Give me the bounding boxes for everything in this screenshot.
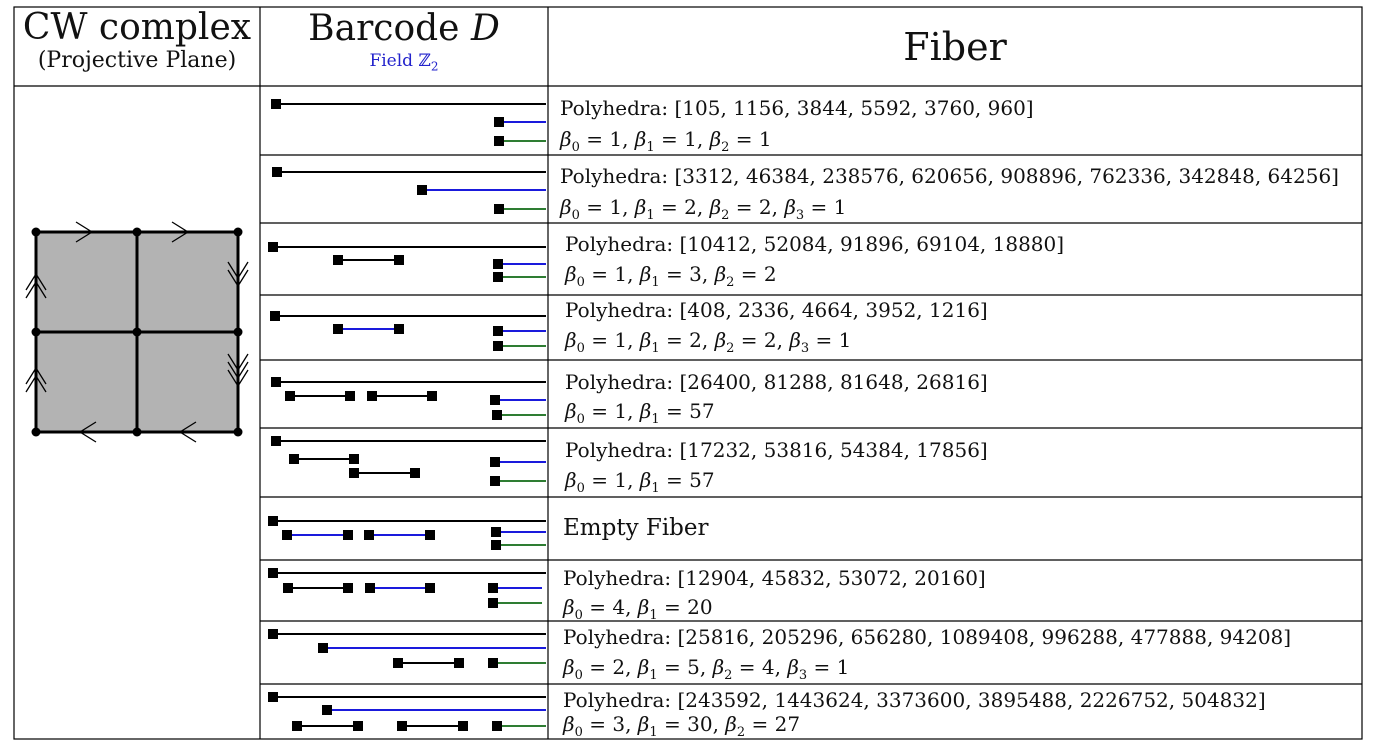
barcode-bar-start bbox=[272, 167, 282, 177]
betti-number: $\beta_2 = 4$ bbox=[712, 655, 775, 683]
header-barcode-title: Barcode bbox=[308, 8, 460, 49]
header-fiber bbox=[548, 24, 1362, 70]
barcode-bar-start bbox=[494, 136, 504, 146]
betti-number: $\beta_1 = 2$ bbox=[639, 328, 702, 356]
barcode-bar-start bbox=[270, 311, 280, 321]
betti-number: $\beta_1 = 57$ bbox=[639, 399, 715, 427]
barcode-bar-start bbox=[492, 721, 502, 731]
fiber-polyhedra: Polyhedra: [25816, 205296, 656280, 1089408, 996288, 477888, 94208] bbox=[563, 625, 1292, 649]
barcode-bar-start bbox=[493, 326, 503, 336]
barcode-bar-start bbox=[268, 692, 278, 702]
barcode-bar-start bbox=[268, 242, 278, 252]
barcode-bar-start bbox=[494, 204, 504, 214]
cw-vertex bbox=[133, 428, 142, 437]
betti-number: $\beta_3 = 1$ bbox=[789, 328, 852, 356]
fiber-betti-numbers: $\beta_0 = 4$, $\beta_1 = 20$ bbox=[563, 595, 713, 623]
barcode-bar-start bbox=[283, 583, 293, 593]
barcode-bar-end bbox=[410, 468, 420, 478]
betti-number: $\beta_1 = 5$ bbox=[637, 655, 700, 683]
header-field-subscript: 2 bbox=[430, 59, 439, 74]
barcode-bar-start bbox=[268, 568, 278, 578]
barcode-bar-start bbox=[333, 324, 343, 334]
barcode-bar-start bbox=[271, 436, 281, 446]
barcode-bar-end bbox=[394, 324, 404, 334]
cw-vertex bbox=[234, 228, 243, 237]
cw-vertex bbox=[32, 328, 41, 337]
header-cw-title: CW complex bbox=[22, 7, 252, 48]
betti-number: $\beta_2 = 1$ bbox=[709, 127, 772, 155]
betti-number: $\beta_1 = 20$ bbox=[637, 595, 713, 623]
betti-number: $\beta_0 = 1$ bbox=[565, 262, 628, 290]
barcode-bar-start bbox=[494, 117, 504, 127]
betti-number: $\beta_1 = 2$ bbox=[634, 195, 697, 223]
barcode-bar-start bbox=[491, 527, 501, 537]
barcode-bar-start bbox=[367, 391, 377, 401]
barcode-bar-start bbox=[490, 476, 500, 486]
barcode-bar-end bbox=[427, 391, 437, 401]
betti-number: $\beta_3 = 1$ bbox=[784, 195, 847, 223]
betti-number: $\beta_1 = 3$ bbox=[639, 262, 702, 290]
barcode-column bbox=[268, 99, 546, 731]
barcode-bar-end bbox=[425, 530, 435, 540]
fiber-betti-numbers: $\beta_0 = 3$, $\beta_1 = 30$, $\beta_2 = 27$ bbox=[563, 712, 801, 740]
betti-number: $\beta_1 = 57$ bbox=[639, 468, 715, 496]
barcode-bar-start bbox=[322, 705, 332, 715]
barcode-bar-start bbox=[349, 468, 359, 478]
cw-vertex bbox=[32, 428, 41, 437]
cw-vertex bbox=[234, 328, 243, 337]
header-barcode-variable: D bbox=[470, 8, 500, 49]
betti-number: $\beta_0 = 1$ bbox=[560, 195, 623, 223]
fiber-polyhedra: Polyhedra: [10412, 52084, 91896, 69104, 18880] bbox=[565, 232, 1065, 256]
barcode-bar-start bbox=[488, 583, 498, 593]
fiber-betti-numbers: $\beta_0 = 1$, $\beta_1 = 3$, $\beta_2 = 2$ bbox=[565, 262, 777, 290]
betti-number: $\beta_0 = 1$ bbox=[565, 468, 628, 496]
betti-number: $\beta_2 = 2$ bbox=[714, 262, 777, 290]
fiber-betti-numbers: $\beta_0 = 1$, $\beta_1 = 1$, $\beta_2 = 1$ bbox=[560, 127, 772, 155]
barcode-bar-end bbox=[425, 583, 435, 593]
betti-number: $\beta_0 = 1$ bbox=[565, 328, 628, 356]
barcode-bar-end bbox=[343, 530, 353, 540]
barcode-bar-end bbox=[349, 454, 359, 464]
barcode-bar-start bbox=[292, 721, 302, 731]
header-cw-subtitle: (Projective Plane) bbox=[37, 48, 237, 73]
barcode-row bbox=[271, 377, 546, 420]
barcode-bar-start bbox=[282, 530, 292, 540]
barcode-bar-start bbox=[490, 457, 500, 467]
fiber-empty-label: Empty Fiber bbox=[563, 515, 709, 541]
cw-complex-diagram bbox=[26, 222, 248, 442]
barcode-row bbox=[271, 99, 546, 146]
fiber-polyhedra: Polyhedra: [3312, 46384, 238576, 620656, 908896, 762336, 342848, 64256] bbox=[560, 164, 1339, 188]
barcode-bar-start bbox=[365, 583, 375, 593]
betti-number: $\beta_1 = 1$ bbox=[634, 127, 697, 155]
barcode-row bbox=[268, 692, 546, 731]
cw-vertex bbox=[133, 228, 142, 237]
barcode-bar-start bbox=[490, 395, 500, 405]
fiber-polyhedra: Polyhedra: [408, 2336, 4664, 3952, 1216] bbox=[565, 298, 988, 322]
barcode-bar-end bbox=[454, 658, 464, 668]
cw-vertex bbox=[133, 328, 142, 337]
barcode-row bbox=[270, 311, 546, 351]
barcode-bar-start bbox=[488, 598, 498, 608]
barcode-row bbox=[271, 436, 546, 486]
barcode-row bbox=[268, 242, 546, 282]
fiber-polyhedra: Polyhedra: [26400, 81288, 81648, 26816] bbox=[565, 370, 988, 394]
header-fiber-title: Fiber bbox=[903, 25, 1007, 69]
barcode-bar-start bbox=[488, 658, 498, 668]
betti-number: $\beta_0 = 2$ bbox=[563, 655, 626, 683]
fiber-polyhedra: Polyhedra: [12904, 45832, 53072, 20160] bbox=[563, 566, 986, 590]
betti-number: $\beta_2 = 2$ bbox=[709, 195, 772, 223]
barcode-bar-end bbox=[343, 583, 353, 593]
cw-vertex bbox=[32, 228, 41, 237]
barcode-bar-start bbox=[364, 530, 374, 540]
barcode-bar-start bbox=[318, 643, 328, 653]
betti-number: $\beta_0 = 3$ bbox=[563, 712, 626, 740]
fiber-betti-numbers: $\beta_0 = 1$, $\beta_1 = 2$, $\beta_2 = 2$, $\beta_3 = 1$ bbox=[565, 328, 852, 356]
betti-number: $\beta_0 = 1$ bbox=[560, 127, 623, 155]
barcode-row bbox=[268, 568, 546, 608]
barcode-row bbox=[268, 516, 546, 550]
fiber-betti-numbers: $\beta_0 = 1$, $\beta_1 = 57$ bbox=[565, 399, 715, 427]
barcode-bar-start bbox=[268, 629, 278, 639]
fiber-betti-numbers: $\beta_0 = 1$, $\beta_1 = 2$, $\beta_2 = 2$, $\beta_3 = 1$ bbox=[560, 195, 847, 223]
barcode-bar-start bbox=[493, 272, 503, 282]
barcode-bar-end bbox=[394, 255, 404, 265]
fiber-betti-numbers: $\beta_0 = 2$, $\beta_1 = 5$, $\beta_2 = 4$, $\beta_3 = 1$ bbox=[563, 655, 850, 683]
barcode-bar-start bbox=[393, 658, 403, 668]
barcode-bar-start bbox=[268, 516, 278, 526]
barcode-bar-start bbox=[333, 255, 343, 265]
barcode-bar-start bbox=[397, 721, 407, 731]
header-barcode bbox=[260, 8, 548, 77]
barcode-bar-start bbox=[492, 410, 502, 420]
cw-vertex bbox=[234, 428, 243, 437]
barcode-bar-start bbox=[417, 185, 427, 195]
barcode-bar-end bbox=[353, 721, 363, 731]
fiber-polyhedra: Polyhedra: [243592, 1443624, 3373600, 3895488, 2226752, 504832] bbox=[563, 688, 1266, 712]
fiber-polyhedra: Polyhedra: [17232, 53816, 54384, 17856] bbox=[565, 438, 988, 462]
betti-number: $\beta_0 = 4$ bbox=[563, 595, 626, 623]
barcode-row bbox=[272, 167, 546, 214]
fiber-betti-numbers: $\beta_0 = 1$, $\beta_1 = 57$ bbox=[565, 468, 715, 496]
fiber-polyhedra: Polyhedra: [105, 1156, 3844, 5592, 3760, 960] bbox=[560, 96, 1034, 120]
barcode-row bbox=[268, 629, 546, 668]
barcode-bar-start bbox=[285, 391, 295, 401]
betti-number: $\beta_1 = 30$ bbox=[637, 712, 713, 740]
barcode-bar-end bbox=[458, 721, 468, 731]
barcode-bar-start bbox=[271, 377, 281, 387]
betti-number: $\beta_0 = 1$ bbox=[565, 399, 628, 427]
barcode-bar-end bbox=[345, 391, 355, 401]
betti-number: $\beta_2 = 2$ bbox=[714, 328, 777, 356]
barcode-bar-start bbox=[271, 99, 281, 109]
barcode-bar-start bbox=[289, 454, 299, 464]
betti-number: $\beta_3 = 1$ bbox=[787, 655, 850, 683]
barcode-bar-start bbox=[493, 341, 503, 351]
betti-number: $\beta_2 = 27$ bbox=[725, 712, 801, 740]
barcode-bar-start bbox=[491, 540, 501, 550]
header-field-label: Field ℤ bbox=[369, 51, 431, 71]
header-cw-complex bbox=[14, 8, 260, 74]
barcode-bar-start bbox=[493, 259, 503, 269]
